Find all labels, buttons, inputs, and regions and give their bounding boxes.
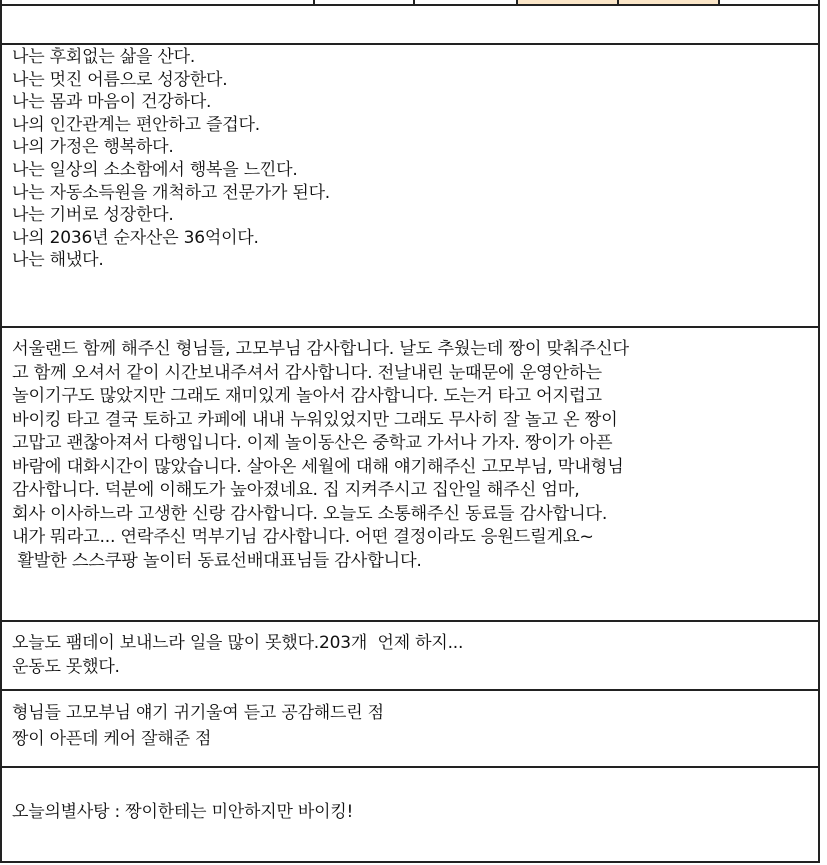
gratitude-line: 감사합니다. 덕분에 이해도가 높아졌네요. 집 지켜주시고 집안일 해주신 엄마, xyxy=(12,480,580,500)
affirmation-line: 나는 자동소득원을 개척하고 전문가가 된다. xyxy=(12,182,331,203)
gratitude-line: 내가 뭐라고... 연락주신 먹부기님 감사합니다. 어떤 결정이라도 응원드릴게요~ xyxy=(12,527,594,547)
affirmation-line: 나는 몸과 마음이 건강하다. xyxy=(12,92,212,113)
regret-line: 운동도 못했다. xyxy=(12,656,120,677)
gratitude-line: 바람에 대화시간이 많았습니다. 살아온 세월에 대해 얘기해주신 고모부님, 막내형님 xyxy=(12,456,624,477)
regret-cell xyxy=(0,622,820,691)
affirmation-line: 나는 해냈다. xyxy=(12,250,104,271)
gratitude-line: 서울랜드 함께 해주신 형님들, 고모부님 감사합니다. 날도 추웠는데 짱이 맞춰주신다 xyxy=(12,339,629,359)
affirmation-line: 나는 기버로 성장한다. xyxy=(12,205,174,226)
gratitude-line: 고맙고 괜찮아져서 다행입니다. 이제 놀이동산은 중학교 가서나 가자. 짱이가 아픈 xyxy=(12,433,613,453)
regret-line: 오늘도 팸데이 보내느라 일을 많이 못했다.203개 언제 하지... xyxy=(12,633,464,653)
gratitude-line: 활발한 스스쿠팡 놀이터 동료선배대표님들 감사합니다. xyxy=(12,550,422,571)
praise-cell xyxy=(0,691,820,768)
praise-text xyxy=(2,691,818,752)
praise-line: 형님들 고모부님 얘기 귀기울여 듣고 공감해드린 점 xyxy=(12,703,384,723)
gratitude-cell xyxy=(0,328,820,622)
empty-row xyxy=(0,6,820,45)
affirmation-line: 나는 멋진 어름으로 성장한다. xyxy=(12,69,228,90)
affirmation-line: 나의 2036년 순자산은 36억이다. xyxy=(12,227,259,248)
special-note-line: 오늘의별사탕 : 짱이한테는 미안하지만 바이킹! xyxy=(12,802,354,822)
affirmation-line: 나는 후회없는 삶을 산다. xyxy=(12,47,196,67)
gratitude-line: 회사 이사하느라 고생한 신랑 감사합니다. 오늘도 소통해주신 동료들 감사합니다. xyxy=(12,503,608,524)
special-note-text xyxy=(2,768,818,824)
affirmation-line: 나는 일상의 소소함에서 행복을 느낀다. xyxy=(12,159,298,180)
gratitude-line: 고 함께 오셔서 같이 시간보내주셔서 감사합니다. 전날내린 눈때문에 운영안하는 xyxy=(12,362,602,383)
affirmation-list xyxy=(2,45,818,272)
affirmation-cell xyxy=(0,45,820,328)
affirmation-line: 나의 인간관계는 편안하고 즐겁다. xyxy=(12,114,260,135)
affirmation-line: 나의 가정은 행복하다. xyxy=(12,137,174,158)
gratitude-line: 놀이기구도 많았지만 그래도 재미있게 놀아서 감사합니다. 도는거 타고 어지럽고 xyxy=(12,386,602,406)
regret-text xyxy=(2,622,818,679)
special-note-cell xyxy=(0,768,820,863)
gratitude-text xyxy=(2,328,818,573)
gratitude-line: 바이킹 타고 결국 토하고 카페에 내내 누워있었지만 그래도 무사히 잘 놀고 온 짱이 xyxy=(12,409,618,430)
praise-line: 짱이 아픈데 케어 잘해준 점 xyxy=(12,729,212,749)
